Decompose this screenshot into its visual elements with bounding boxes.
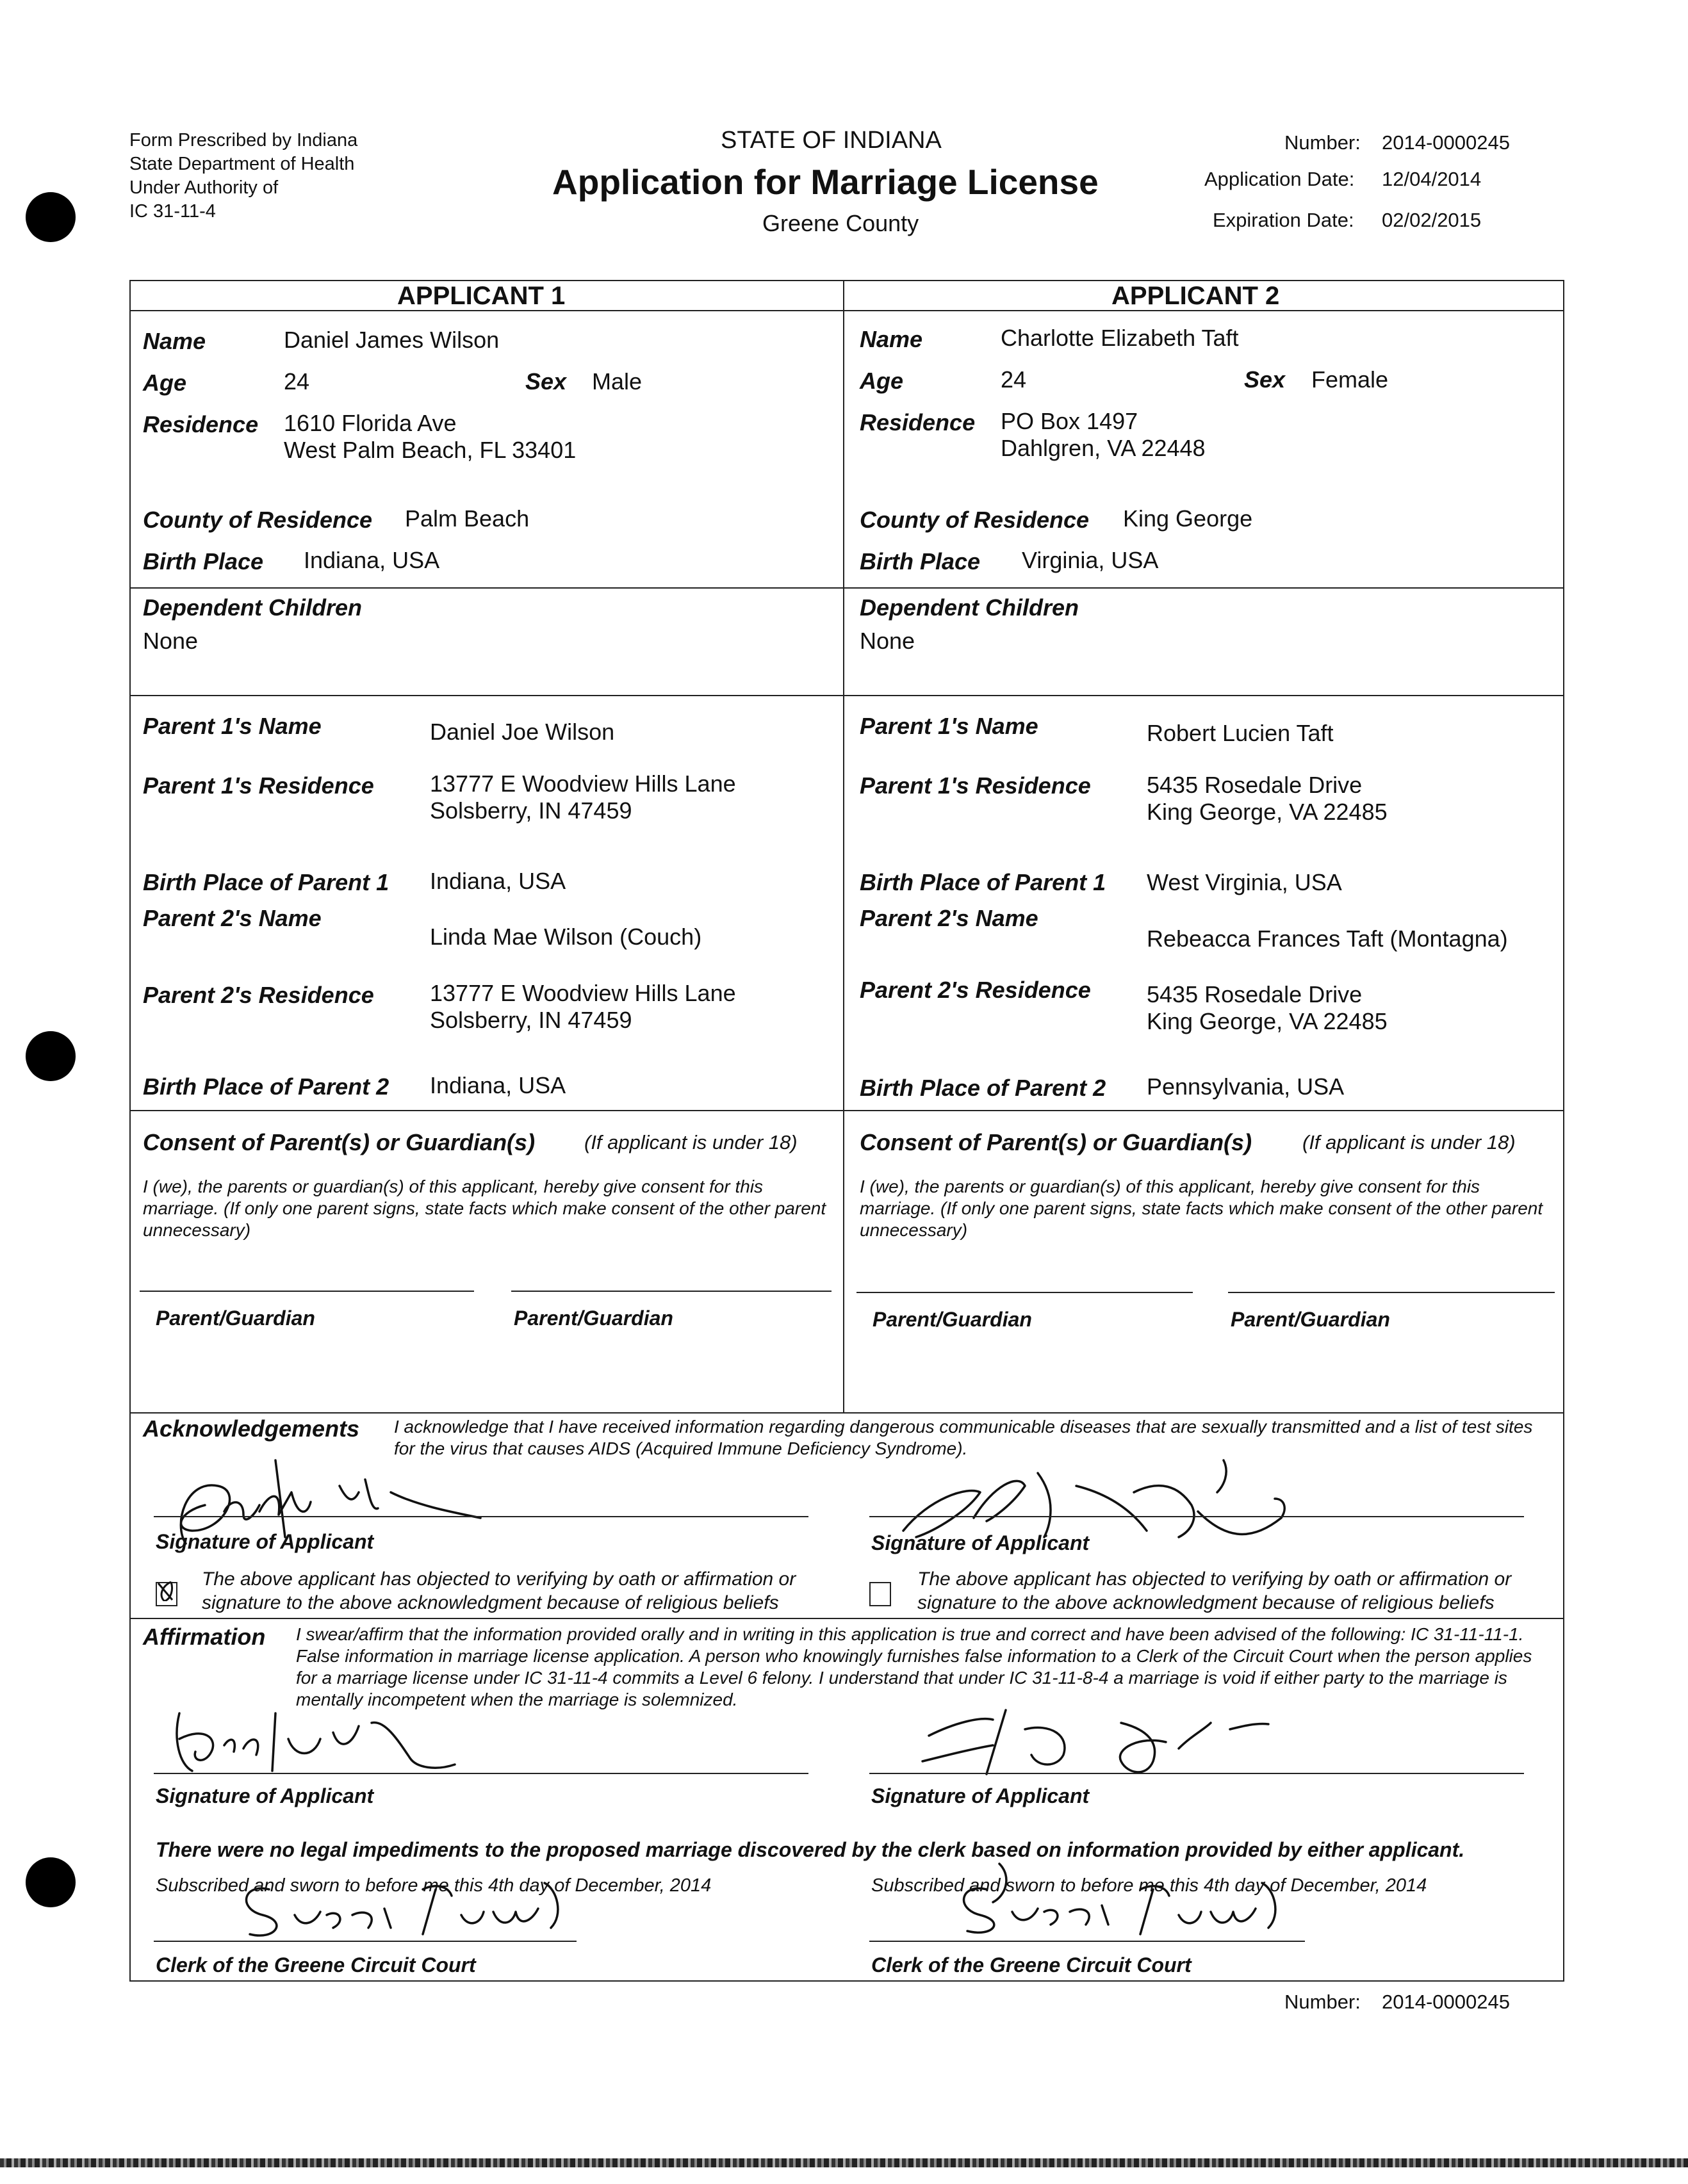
applicant-2-birth-place-parent2-label: Birth Place of Parent 2 bbox=[860, 1075, 1106, 1101]
applicant-2-parent2-res-line2: King George, VA 22485 bbox=[1147, 1008, 1388, 1034]
footer-number-label: Number: bbox=[1284, 1991, 1361, 2013]
applicant-2-heading: APPLICANT 2 bbox=[1111, 282, 1280, 310]
applicant-1-heading: APPLICANT 1 bbox=[397, 282, 566, 310]
parent-guardian-line-1a[interactable] bbox=[140, 1291, 474, 1292]
applicant-2-parent1-residence-label: Parent 1's Residence bbox=[860, 772, 1091, 799]
applicant-2-residence-line2: Dahlgren, VA 22448 bbox=[1001, 435, 1206, 461]
applicant-1-birth-place-label: Birth Place bbox=[143, 548, 264, 575]
parent-guardian-line-2b[interactable] bbox=[1228, 1292, 1555, 1293]
applicant-1-affirmation-signature bbox=[167, 1700, 487, 1784]
applicant-1-acknowledgement-line[interactable] bbox=[154, 1516, 808, 1517]
clerk-signature-1 bbox=[231, 1870, 589, 1947]
application-date-label: Application Date: bbox=[1204, 168, 1355, 190]
applicant-2-sex: Female bbox=[1311, 366, 1389, 393]
form-authority-line3: Under Authority of bbox=[129, 177, 279, 198]
applicant-1-parent2-name: Linda Mae Wilson (Couch) bbox=[430, 924, 702, 950]
applicant-1-name: Daniel James Wilson bbox=[284, 327, 500, 353]
parent-guardian-line-1b[interactable] bbox=[511, 1291, 832, 1292]
applicant-1-residence-label: Residence bbox=[143, 411, 259, 437]
clerk-signature-line-1[interactable] bbox=[154, 1941, 577, 1942]
clerk-label-2: Clerk of the Greene Circuit Court bbox=[871, 1953, 1192, 1976]
applicant-1-aff-signature-label: Signature of Applicant bbox=[156, 1784, 374, 1807]
applicant-2-parent2-residence-label: Parent 2's Residence bbox=[860, 977, 1091, 1003]
applicant-2-parent2-res-line1: 5435 Rosedale Drive bbox=[1147, 981, 1363, 1007]
number-label: Number: bbox=[1284, 131, 1361, 154]
clerk-signature-2 bbox=[942, 1857, 1313, 1941]
applicant-2-affirmation-line[interactable] bbox=[869, 1773, 1524, 1774]
applicant-2-parent1-res-line2: King George, VA 22485 bbox=[1147, 799, 1388, 825]
applicant-2-parent1-name-label: Parent 1's Name bbox=[860, 713, 1038, 739]
affirmation-heading: Affirmation bbox=[143, 1624, 266, 1650]
applicant-1-parent1-res-line1: 13777 E Woodview Hills Lane bbox=[430, 770, 736, 797]
consent-text-2: I (we), the parents or guardian(s) of this applicant, hereby give consent for this marriage. (If only one parent signs, state facts which make consent of the other parent unnecessary) bbox=[860, 1177, 1543, 1240]
state-heading: STATE OF INDIANA bbox=[721, 127, 942, 154]
applicant-1-dependents-label: Dependent Children bbox=[143, 594, 363, 621]
parent-guardian-line-2a[interactable] bbox=[856, 1292, 1193, 1293]
applicant-2-sex-label: Sex bbox=[1244, 366, 1286, 393]
applicant-2-objection-text: The above applicant has objected to verifying by oath or affirmation or signature to the above acknowledgment because of religious beliefs bbox=[917, 1569, 1512, 1613]
applicant-1-name-label: Name bbox=[143, 328, 206, 354]
applicant-2-residence-label: Residence bbox=[860, 409, 976, 436]
applicant-2-age-label: Age bbox=[860, 368, 904, 394]
form-authority-line1: Form Prescribed by Indiana bbox=[129, 130, 358, 151]
applicant-1-age: 24 bbox=[284, 368, 310, 395]
applicant-1-residence-line2: West Palm Beach, FL 33401 bbox=[284, 437, 577, 463]
application-date-value: 12/04/2014 bbox=[1382, 168, 1482, 190]
applicant-2-objection-checkbox[interactable] bbox=[869, 1582, 891, 1606]
sworn-text-2: Subscribed and sworn to before me this 4th day of December, 2014 bbox=[871, 1875, 1427, 1896]
clerk-label-1: Clerk of the Greene Circuit Court bbox=[156, 1953, 476, 1976]
applicant-1-parent1-residence-label: Parent 1's Residence bbox=[143, 772, 374, 799]
clerk-signature-line-2[interactable] bbox=[869, 1941, 1305, 1942]
expiration-date-label: Expiration Date: bbox=[1213, 209, 1354, 231]
applicant-1-birth-place-parent2-label: Birth Place of Parent 2 bbox=[143, 1073, 389, 1100]
applicant-1-parent2-res-line1: 13777 E Woodview Hills Lane bbox=[430, 980, 736, 1006]
applicant-1-objection-checkbox[interactable] bbox=[156, 1582, 177, 1606]
applicant-2-dependents-label: Dependent Children bbox=[860, 594, 1079, 621]
applicant-2-birth-place-label: Birth Place bbox=[860, 548, 981, 575]
consent-heading-1: Consent of Parent(s) or Guardian(s) bbox=[143, 1129, 536, 1155]
applicant-1-age-label: Age bbox=[143, 370, 187, 396]
applicant-2-acknowledgement-line[interactable] bbox=[869, 1516, 1524, 1517]
applicant-1-county: Palm Beach bbox=[405, 505, 530, 532]
applicant-2-parent2-name: Rebeacca Frances Taft (Montagna) bbox=[1147, 925, 1508, 952]
applicant-2-parent1-name: Robert Lucien Taft bbox=[1147, 720, 1334, 746]
parent-guardian-label-1a: Parent/Guardian bbox=[156, 1307, 315, 1330]
parent-guardian-label-1b: Parent/Guardian bbox=[514, 1307, 673, 1330]
applicant-2-age: 24 bbox=[1001, 366, 1027, 393]
form-authority-line4: IC 31-11-4 bbox=[129, 201, 216, 222]
applicant-1-parent2-birth-place: Indiana, USA bbox=[430, 1072, 566, 1098]
applicant-1-parent1-name: Daniel Joe Wilson bbox=[430, 719, 615, 745]
applicant-1-parent1-res-line2: Solsberry, IN 47459 bbox=[430, 797, 632, 824]
form-authority-line2: State Department of Health bbox=[129, 154, 355, 174]
applicant-1-parent1-name-label: Parent 1's Name bbox=[143, 713, 322, 739]
applicant-2-county: King George bbox=[1123, 505, 1253, 532]
applicant-2-dependents: None bbox=[860, 628, 915, 654]
applicant-1-residence-line1: 1610 Florida Ave bbox=[284, 410, 457, 436]
hole-punch-top bbox=[26, 192, 76, 242]
applicant-2-parent1-res-line1: 5435 Rosedale Drive bbox=[1147, 772, 1363, 798]
page-title: Application for Marriage License bbox=[552, 162, 1099, 202]
applicant-1-county-label: County of Residence bbox=[143, 507, 373, 533]
applicant-1-sex-label: Sex bbox=[525, 368, 567, 395]
footer-number-value: 2014-0000245 bbox=[1382, 1991, 1510, 2013]
consent-heading-2: Consent of Parent(s) or Guardian(s) bbox=[860, 1129, 1252, 1155]
applicant-2-aff-signature-label: Signature of Applicant bbox=[871, 1784, 1090, 1807]
consent-note-2: (If applicant is under 18) bbox=[1302, 1131, 1516, 1153]
applicant-2-parent1-birth-place: West Virginia, USA bbox=[1147, 869, 1342, 895]
applicant-2-county-label: County of Residence bbox=[860, 507, 1090, 533]
applicant-1-parent2-residence-label: Parent 2's Residence bbox=[143, 982, 374, 1008]
applicant-2-birth-place-parent1-label: Birth Place of Parent 1 bbox=[860, 869, 1106, 895]
applicant-2-name-label: Name bbox=[860, 326, 923, 352]
applicant-2-name: Charlotte Elizabeth Taft bbox=[1001, 325, 1239, 351]
acknowledgements-text: I acknowledge that I have received information regarding dangerous communicable diseases that are sexually transmitted and a list of test sites for the virus that causes AIDS (Acquired Immune Deficiency Syndrome). bbox=[394, 1417, 1533, 1458]
consent-note-1: (If applicant is under 18) bbox=[584, 1131, 798, 1153]
applicant-2-parent2-birth-place: Pennsylvania, USA bbox=[1147, 1073, 1345, 1100]
applicant-2-residence-line1: PO Box 1497 bbox=[1001, 408, 1138, 434]
applicant-1-birth-place: Indiana, USA bbox=[304, 547, 440, 573]
checkmark-icon bbox=[156, 1579, 175, 1601]
applicant-1-dependents: None bbox=[143, 628, 199, 654]
acknowledgements-heading: Acknowledgements bbox=[143, 1415, 360, 1442]
sworn-text-1: Subscribed and sworn to before me this 4th day of December, 2014 bbox=[156, 1875, 712, 1896]
applicant-2-birth-place: Virginia, USA bbox=[1022, 547, 1159, 573]
applicant-2-parent2-name-label: Parent 2's Name bbox=[860, 905, 1038, 931]
parent-guardian-label-2b: Parent/Guardian bbox=[1231, 1308, 1390, 1331]
county-subtitle: Greene County bbox=[762, 210, 919, 236]
affirmation-text: I swear/affirm that the information provided orally and in writing in this application is true and correct and have been advised of the following: IC 31-11-11-1. False information in marriage license application. A person who knowingly furnishes false information to a Clerk of the Circuit Court when the person applies for a marriage license under IC 31-11-4 commits a Level 6 felony. I understand that under IC 31-11-8-4 a marriage is void if either party to the marriage is mentally incompetent when the marriage is solemnized. bbox=[296, 1624, 1532, 1709]
applicant-1-parent1-birth-place: Indiana, USA bbox=[430, 868, 566, 894]
number-value: 2014-0000245 bbox=[1382, 131, 1510, 154]
applicant-1-ack-signature-label: Signature of Applicant bbox=[156, 1530, 374, 1553]
applicant-1-birth-place-parent1-label: Birth Place of Parent 1 bbox=[143, 869, 389, 895]
no-impediments-statement: There were no legal impediments to the proposed marriage discovered by the clerk based on information provided by either applicant. bbox=[156, 1838, 1465, 1861]
applicant-1-parent2-name-label: Parent 2's Name bbox=[143, 905, 322, 931]
parent-guardian-label-2a: Parent/Guardian bbox=[873, 1308, 1032, 1331]
applicant-1-sex: Male bbox=[592, 368, 643, 395]
hole-punch-middle bbox=[26, 1031, 76, 1081]
applicant-1-affirmation-line[interactable] bbox=[154, 1773, 808, 1774]
consent-text-1: I (we), the parents or guardian(s) of this applicant, hereby give consent for this marriage. (If only one parent signs, state facts which make consent of the other parent unnecessary) bbox=[143, 1177, 826, 1240]
applicant-1-parent2-res-line2: Solsberry, IN 47459 bbox=[430, 1007, 632, 1033]
applicant-2-ack-signature-label: Signature of Applicant bbox=[871, 1531, 1090, 1554]
expiration-date-value: 02/02/2015 bbox=[1382, 209, 1482, 231]
hole-punch-bottom bbox=[26, 1857, 76, 1907]
applicant-1-objection-text: The above applicant has objected to verifying by oath or affirmation or signature to the above acknowledgment because of religious beliefs bbox=[202, 1569, 796, 1613]
scan-edge-artifact bbox=[0, 2158, 1688, 2167]
